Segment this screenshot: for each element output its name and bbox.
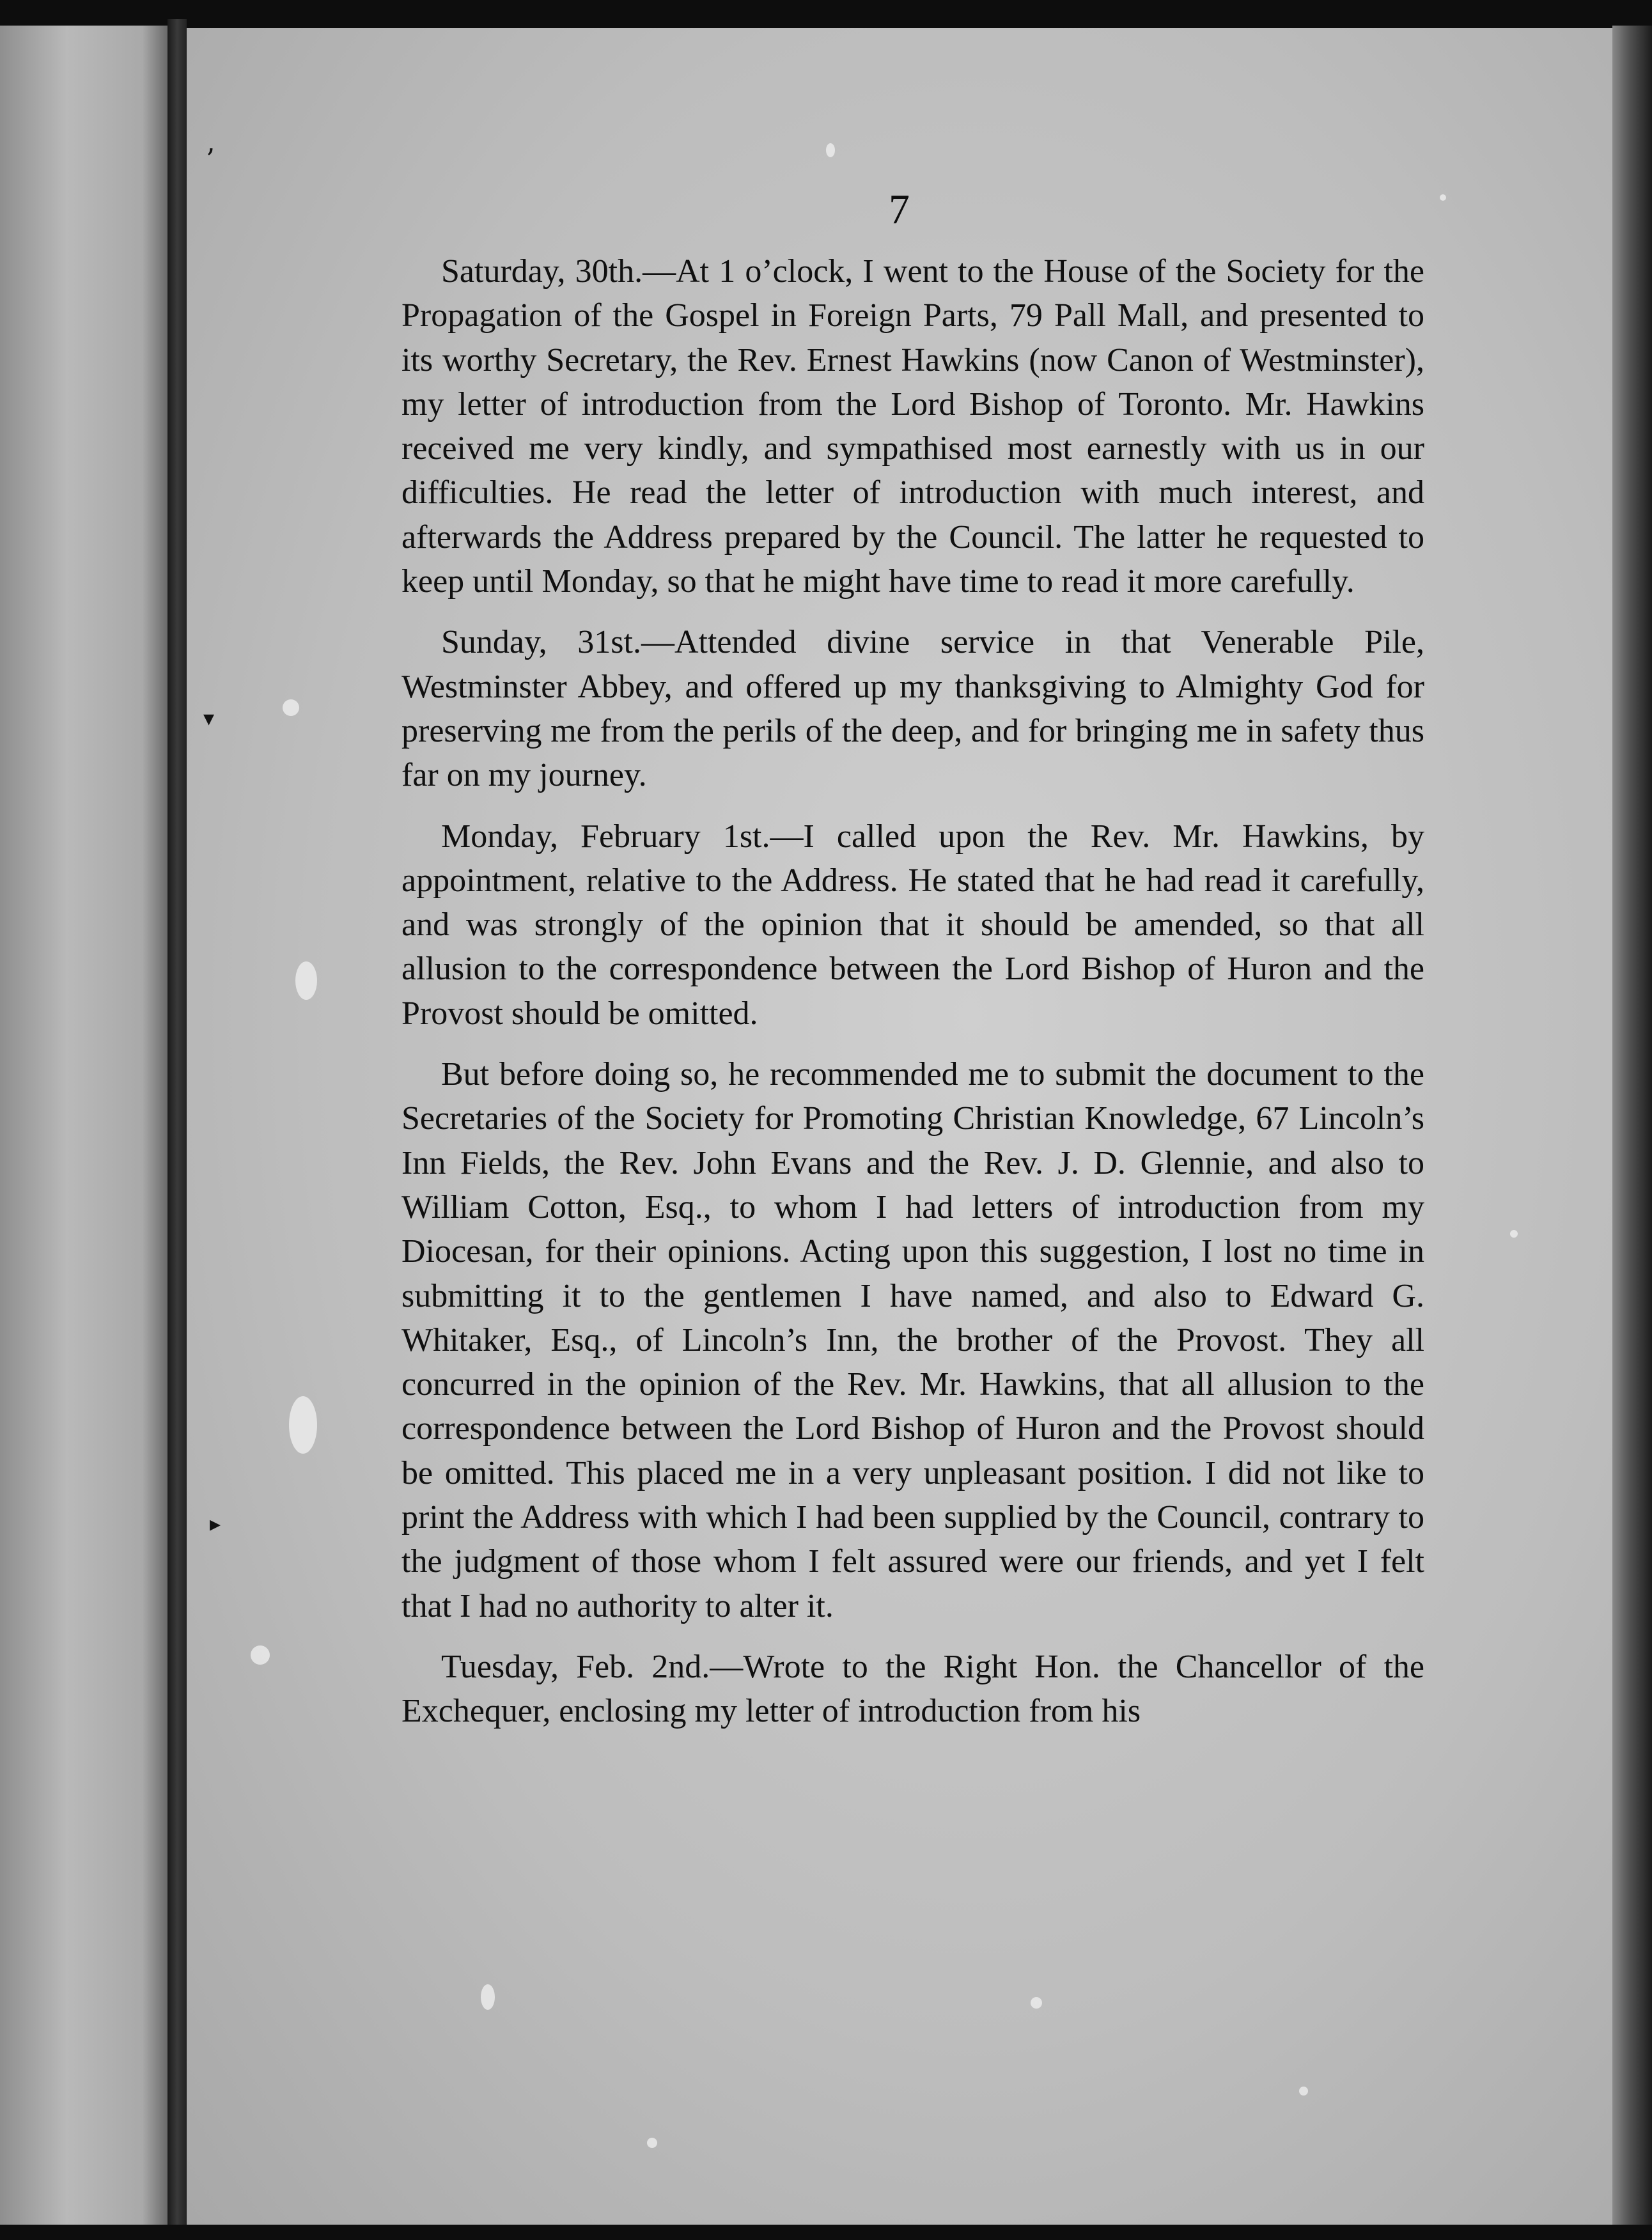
paper-speck [1031, 1997, 1042, 2009]
paragraph: Sunday, 31st.—Attended divine service in that Venerable Pile, Westminster Abbey, and offered up my thanksgiving to Almighty God for preserving me from the perils of the deep, and for bringing me in safety thus far on my journey. [401, 624, 1424, 794]
page-number: 7 [889, 186, 910, 233]
paper-speck [826, 143, 835, 157]
paper-speck [1510, 1230, 1518, 1238]
book-gutter [168, 19, 187, 2225]
ink-mark: ▾ [203, 706, 215, 731]
paper-speck [1440, 194, 1446, 201]
paper-speck [647, 2138, 657, 2148]
previous-page-edge [0, 26, 168, 2225]
ink-mark: ▸ [210, 1511, 221, 1537]
body-text [401, 249, 1424, 1750]
paper-speck [251, 1645, 270, 1665]
paper-speck [289, 1396, 317, 1454]
paper-speck [295, 961, 317, 1000]
paragraph: Monday, February 1st.—I called upon the Rev. Mr. Hawkins, by appointment, relative to the Address. He stated that he had read it carefully, and was strongly of the opinion that it should be amended, so that all allusion to the correspondence between the Lord Bishop of Huron and the Provost should be omitted. [401, 818, 1424, 1032]
paper-speck [1299, 2087, 1308, 2096]
paper-speck [283, 699, 299, 716]
paragraph: Tuesday, Feb. 2nd.—Wrote to the Right Hon. the Chancellor of the Exchequer, enclosing my letter of introduction from his [401, 1648, 1424, 1730]
ink-mark: ’ [206, 143, 215, 176]
paper-speck [481, 1984, 495, 2010]
paragraph: But before doing so, he recommended me to submit the document to the Secretaries of the Society for Promoting Christian Knowledge, 67 Lincoln’s Inn Fields, the Rev. John Evans and the Rev. J. D. Glennie, and also to William Cotton, Esq., to whom I had letters of introduction from my Diocesan, for their opinions. Acting upon this suggestion, I lost no time in submitting it to the gentlemen I have named, and also to Edward G. Whitaker, Esq., of Lincoln’s Inn, the brother of the Provost. They all concurred in the opinion of the Rev. Mr. Hawkins, that all allusion to the correspondence between the Lord Bishop of Huron and the Provost should be omitted. This placed me in a very unpleasant position. I did not like to print the Address with which I had been supplied by the Council, contrary to the judgment of those whom I felt assured were our friends, and yet I felt that I had no authority to alter it. [401, 1056, 1424, 1624]
next-page-edge [1612, 26, 1652, 2225]
paragraph: Saturday, 30th.—At 1 o’clock, I went to the House of the Society for the Propagation of the Gospel in Foreign Parts, 79 Pall Mall, and presented to its worthy Secretary, the Rev. Ernest Hawkins (now Canon of Westminster), my letter of introduction from the Lord Bishop of Toronto. Mr. Hawkins received me very kindly, and sympathised most earnestly with us in our difficulties. He read the letter of introduction with much interest, and afterwards the Address prepared by the Council. The latter he requested to keep until Monday, so that he might have time to read it more carefully. [401, 253, 1424, 600]
